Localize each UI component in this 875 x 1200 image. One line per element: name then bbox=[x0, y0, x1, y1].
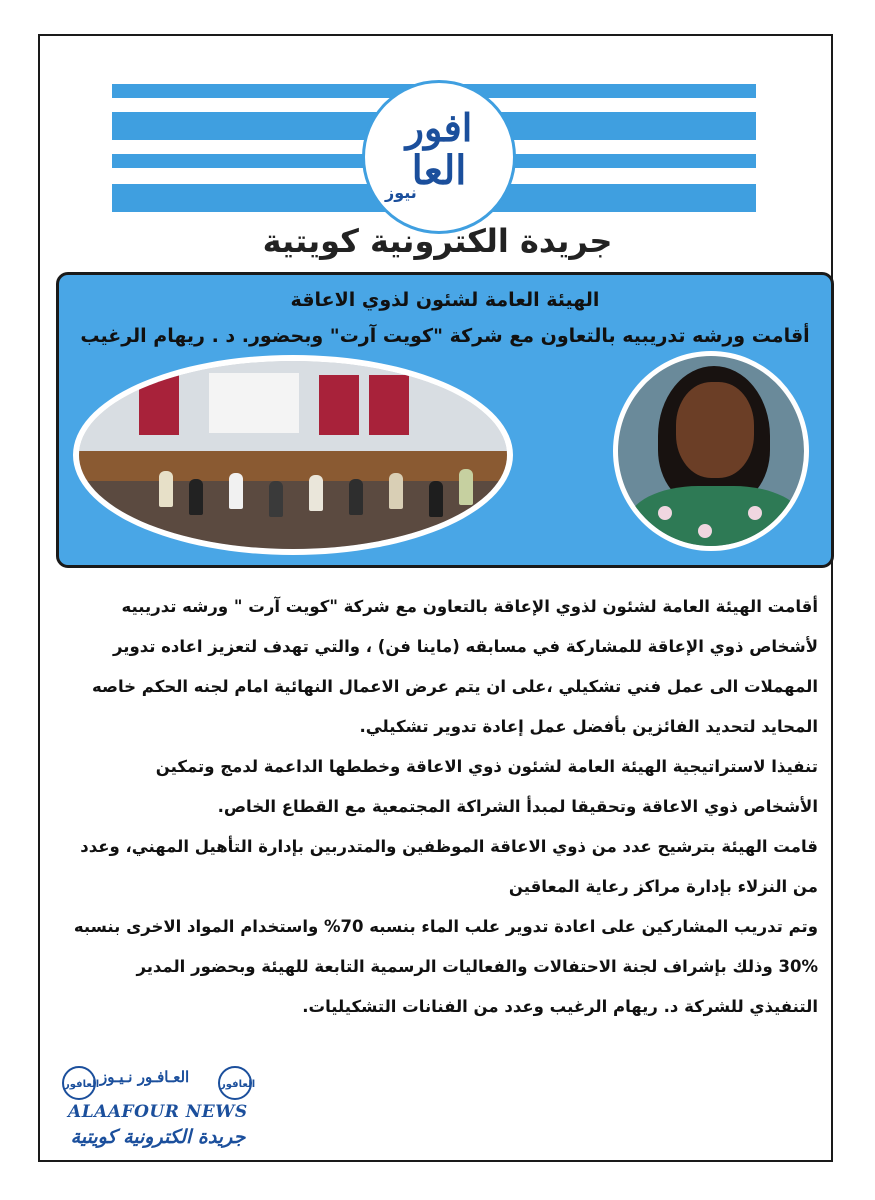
footer-seal-icon: العافور bbox=[62, 1066, 96, 1100]
article-line: من النزلاء بإدارة مراكز رعاية المعاقين bbox=[508, 877, 818, 896]
logo-text-news: نيوز bbox=[385, 183, 417, 202]
article-line: 30% وذلك بإشراف لجنة الاحتفالات والفعاليات الرسمية التابعة للهيئة وبحضور المدير bbox=[136, 957, 818, 976]
headline-line-2: أقامت ورشه تدريبيه بالتعاون مع شركة "كويت آرت" وبحضور. د . ريهام الرغيب bbox=[80, 325, 810, 347]
headline-banner bbox=[56, 272, 834, 568]
article-line: المحايد لتحديد الفائزين بأفضل عمل إعادة تدوير تشكيلي. bbox=[359, 717, 818, 736]
footer-subtitle: جريدة الكترونية كويتية bbox=[70, 1126, 246, 1148]
footer-logo bbox=[58, 1062, 258, 1158]
article-line: المهملات الى عمل فني تشكيلي ،على ان يتم عرض الاعمال النهائية امام لجنه الحكم خاصه bbox=[92, 677, 818, 696]
footer-logo-arabic: العـافـور نـيـوز bbox=[100, 1068, 190, 1086]
masthead-subtitle: جريدة الكترونية كويتية bbox=[262, 222, 613, 260]
article-line: أقامت الهيئة العامة لشئون لذوي الإعاقة بالتعاون مع شركة "كويت آرت " ورشه تدريبيه bbox=[121, 597, 818, 616]
logo-text-top: افور bbox=[405, 105, 473, 150]
article-line: وتم تدريب المشاركين على اعادة تدوير علب الماء بنسبه 70% واستخدام المواد الاخرى بنسبه bbox=[73, 917, 818, 936]
article-body bbox=[60, 587, 818, 1027]
masthead-logo bbox=[362, 80, 516, 234]
article-line: التنفيذي للشركة د. ريهام الرغيب وعدد من الفنانات التشكيليات. bbox=[302, 997, 818, 1016]
footer-seal-icon: العافور bbox=[218, 1066, 252, 1100]
article-line: الأشخاص ذوي الاعاقة وتحقيقا لمبدأ الشراكة المجتمعية مع القطاع الخاص. bbox=[217, 797, 818, 816]
headline-line-1: الهيئة العامة لشئون لذوي الاعاقة bbox=[290, 289, 600, 311]
speaker-portrait bbox=[613, 351, 809, 551]
footer-logo-english: ALAAFOUR NEWS bbox=[68, 1102, 248, 1122]
article-line: لأشخاص ذوي الإعاقة للمشاركة في مسابقه (ماينا فن) ، والتي تهدف لتعزيز اعاده تدوير bbox=[113, 637, 818, 656]
logo-text-mid: العا bbox=[411, 147, 467, 194]
workshop-photo bbox=[73, 355, 513, 555]
article-line: تنفيذا لاستراتيجية الهيئة العامة لشئون ذوي الاعاقة وخططها الداعمة لدمج وتمكين bbox=[155, 757, 818, 776]
article-line: قامت الهيئة بترشيح عدد من ذوي الاعاقة الموظفين والمتدربين بإدارة التأهيل المهني، وعدد bbox=[80, 837, 818, 856]
